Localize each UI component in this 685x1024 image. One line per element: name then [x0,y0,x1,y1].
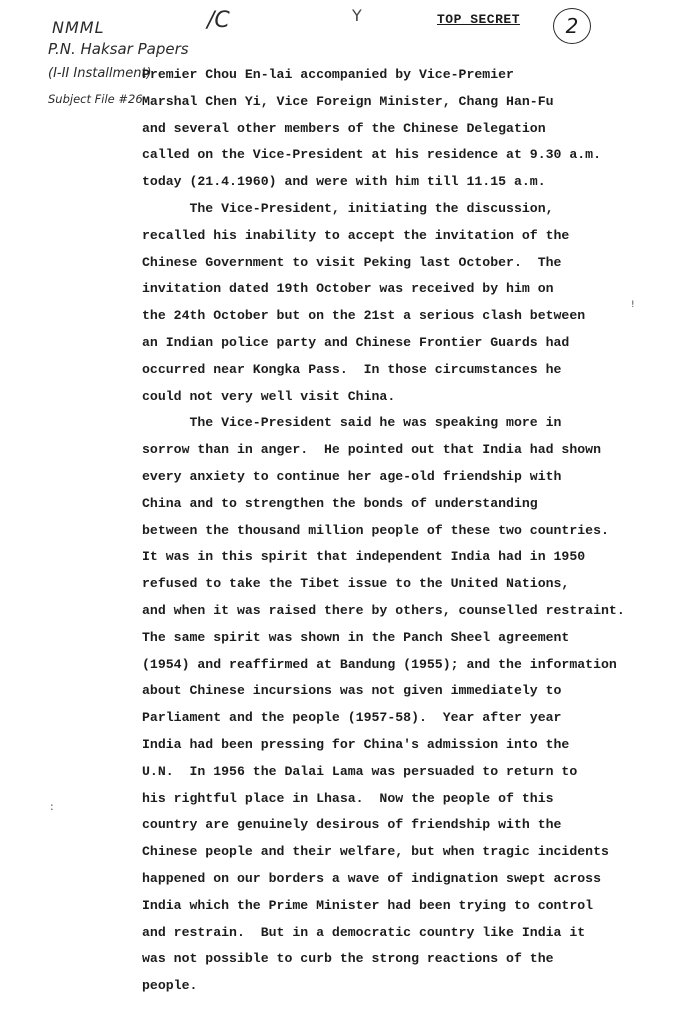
archive-note-subject-file: Subject File #26 [48,92,143,106]
text-line: refused to take the Tibet issue to the United Nations, [142,576,570,592]
text-line: invitation dated 19th October was received by him on [142,281,554,297]
text-line: The Vice-President said he was speaking more in [142,415,562,431]
text-line: recalled his inability to accept the invitation of the [142,227,570,243]
text-line: was not possible to curb the strong reactions of the [142,951,554,967]
text-line: country are genuinely desirous of friendship with the [142,817,562,833]
text-line: China and to strengthen the bonds of understanding [142,495,538,511]
archive-note-installment: (I-II Installment) [48,66,152,81]
text-line: people. [142,978,198,994]
text-line: Parliament and the people (1957-58). Year after year [142,710,562,726]
text-line: and several other members of the Chinese Delegation [142,120,546,136]
text-line: today (21.4.1960) and were with him till 11.15 a.m. [142,174,546,190]
text-line: Chinese Government to visit Peking last October. The [142,254,562,270]
text-line: his rightful place in Lhasa. Now the people of this [142,790,554,806]
text-line: The same spirit was shown in the Panch Sheel agreement [142,629,570,645]
memo-body [142,62,625,1000]
margin-speck: ! [631,300,635,310]
text-line: India which the Prime Minister had been trying to control [142,897,594,913]
classification-stamp: TOP SECRET [437,12,521,27]
margin-speck: : [50,800,54,813]
text-line: and restrain. But in a democratic country like India it [142,924,586,940]
text-line: happened on our borders a wave of indignation swept across [142,870,601,886]
pen-tick-mark: Y [352,6,362,25]
text-line: called on the Vice-President at his residence at 9.30 a.m. [142,147,601,163]
archive-note-collection: P.N. Haksar Papers [48,40,189,58]
text-line: U.N. In 1956 the Dalai Lama was persuaded to return to [142,763,578,779]
text-line: (1954) and reaffirmed at Bandung (1955); and the information [142,656,617,672]
text-line: could not very well visit China. [142,388,396,404]
text-line: Chinese people and their welfare, but when tragic incidents [142,844,609,860]
archive-note-nmml: NMML [52,18,105,37]
text-line: occurred near Kongka Pass. In those circumstances he [142,361,562,377]
text-line: sorrow than in anger. He pointed out that India had shown [142,442,601,458]
text-line: The Vice-President, initiating the discussion, [142,200,554,216]
text-line: an Indian police party and Chinese Frontier Guards had [142,334,570,350]
text-line: Marshal Chen Yi, Vice Foreign Minister, Chang Han-Fu [142,93,554,109]
text-line: India had been pressing for China's admission into the [142,736,570,752]
text-line: about Chinese incursions was not given immediately to [142,683,562,699]
handwritten-mark: /C [207,8,230,33]
text-line: Premier Chou En-lai accompanied by Vice-Premier [142,67,514,82]
text-line: between the thousand million people of these two countries. [142,522,609,538]
text-line: every anxiety to continue her age-old friendship with [142,468,562,484]
text-line: and when it was raised there by others, counselled restraint. [142,602,625,618]
text-line: the 24th October but on the 21st a serious clash between [142,308,586,324]
text-line: It was in this spirit that independent India had in 1950 [142,549,586,565]
page-number: 2 [553,8,591,44]
